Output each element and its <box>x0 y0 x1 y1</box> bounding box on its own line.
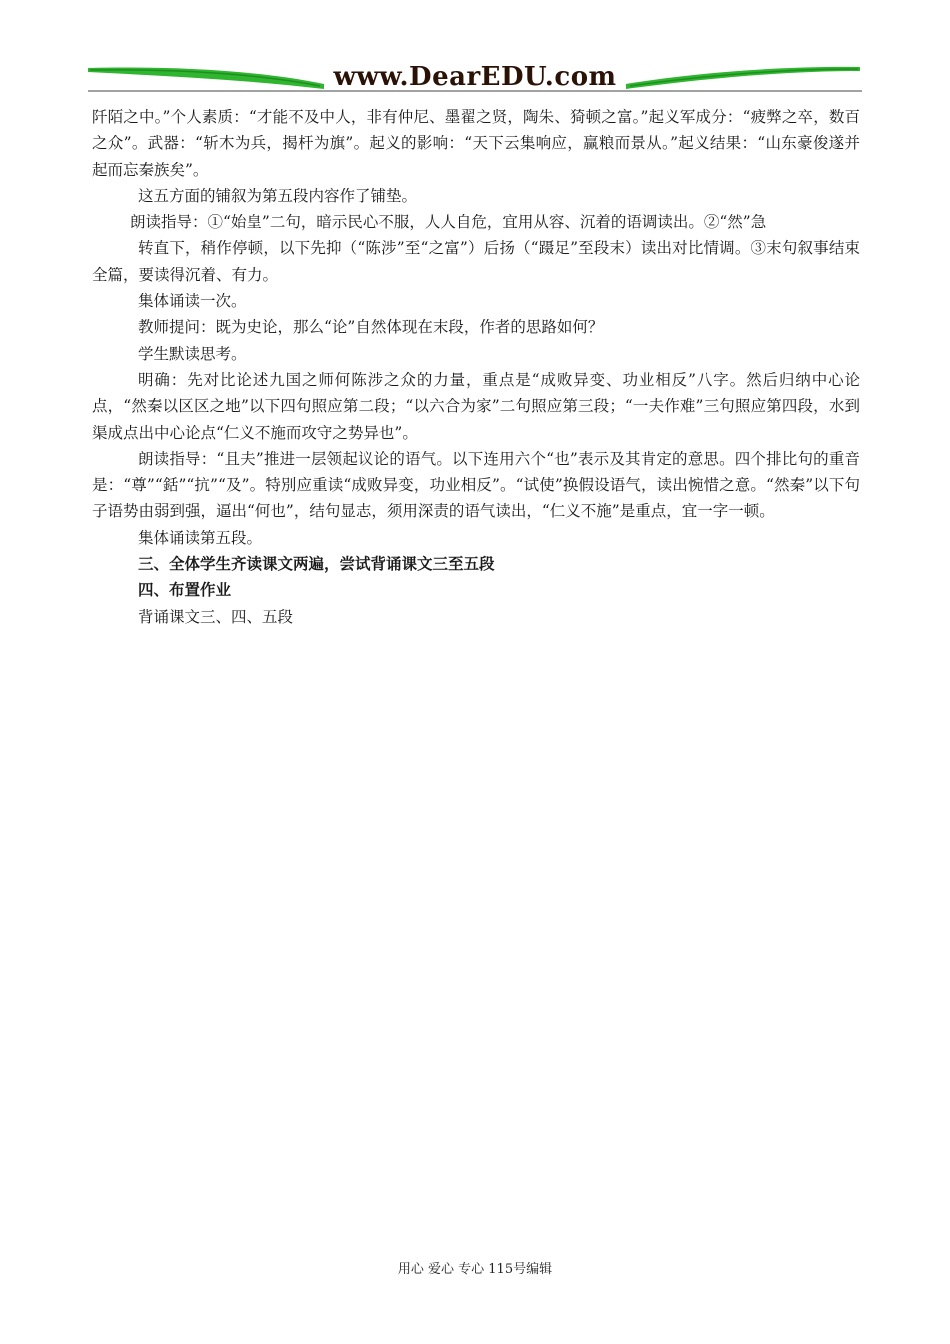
document-body <box>92 104 860 630</box>
paragraph-reading-guide-2: 朗读指导：“且夫”推进一层领起议论的语气。以下连用六个“也”表示及其肯定的意思。四个排比句的重音是：“尊”“銛”“抗”“及”。特別应重读“成败异变，功业相反”。“试使”换假设语气，读出惋惜之意。“然秦”以下句子语势由弱到强，逼出“何也”，结句显志，须用深责的语气读出，“仁义不施”是重点，宜一字一顿。 <box>92 449 860 521</box>
paragraph-student-thinking: 学生默读思考。 <box>138 344 247 363</box>
logo-text: www.DearEDU.com <box>333 62 617 92</box>
section-heading-three: 三、全体学生齐读课文两遍，尝试背诵课文三至五段 <box>138 554 495 574</box>
paragraph-group-reading-1: 集体诵读一次。 <box>138 292 247 311</box>
paragraph-reading-guide-1: 朗读指导：①“始皇”二句，暗示民心不服，人人自危，宜用从容、沉着的语调读出。②“然”急 <box>130 213 767 232</box>
paragraph-reading-guide-1-cont: 转直下，稍作停顿，以下先抑（“陈涉”至“之富”）后扬（“蹑足”至段末）读出对比情调。③末句叙事结束全篇，要读得沉着、有力。 <box>92 239 860 284</box>
paragraph-summary: 这五方面的铺叙为第五段内容作了铺垫。 <box>138 186 418 205</box>
paragraph-clarification: 明确：先对比论述九国之师何陈涉之众的力量，重点是“成败异变、功业相反”八字。然后归纳中心论点，“然秦以区区之地”以下四句照应第二段；“以六合为家”二句照应第三段；“一夫作难”三句照应第四段，水到渠成点出中心论点“仁义不施而攻守之势异也”。 <box>92 370 860 442</box>
section-heading-four: 四、布置作业 <box>138 580 232 600</box>
site-header-logo <box>88 58 862 100</box>
paragraph-continuation: 阡陌之中。”个人素质：“才能不及中人，非有仲尼、墨翟之贤，陶朱、猗顿之富。”起义军成分：“疲弊之卒，数百之众”。武器：“斩木为兵，揭杆为旗”。起义的影响：“天下云集响应，赢粮而景从。”起义结果：“山东豪俊遂并起而忘秦族矣”。 <box>92 108 860 179</box>
paragraph-group-reading-2: 集体诵读第五段。 <box>138 528 263 547</box>
paragraph-homework: 背诵课文三、四、五段 <box>138 607 294 626</box>
paragraph-teacher-question: 教师提问：既为史论，那么“论”自然体现在末段，作者的思路如何？ <box>138 318 604 337</box>
page-footer: 用心 爱心 专心 115号编辑 <box>397 1262 553 1277</box>
